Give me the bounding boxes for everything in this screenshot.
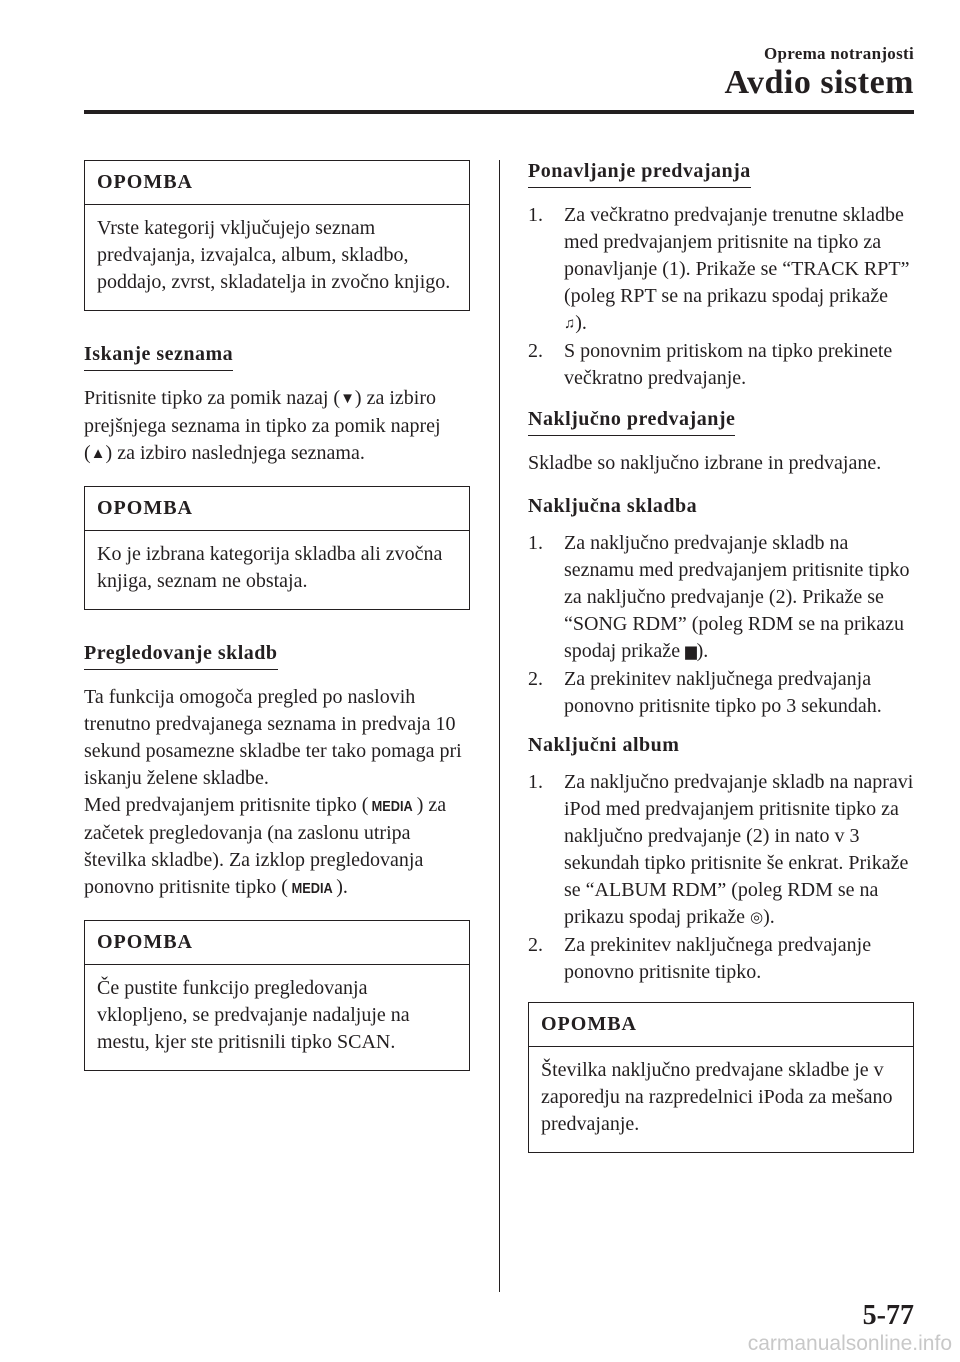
- list-item: [528, 202, 914, 338]
- section-heading: Ponavljanje predvajanja: [528, 160, 751, 188]
- note-box: [84, 920, 470, 1071]
- media-button-icon: MEDIA: [372, 798, 414, 815]
- sub-heading: Naključni album: [528, 734, 680, 756]
- paragraph: [84, 385, 470, 468]
- down-triangle-icon: ▼: [340, 391, 355, 407]
- watermark: carmanualsonline.info: [747, 1332, 952, 1355]
- step-number: 2.: [528, 340, 543, 362]
- folder-icon: ▆: [685, 644, 697, 660]
- note-body: Ko je izbrana kategorija skladba ali zvočna knjiga, seznam ne obstaja.: [97, 543, 443, 592]
- note-box: [528, 1002, 914, 1153]
- text-run: Med predvajanjem pritisnite tipko (: [84, 794, 369, 816]
- section-label: Oprema notranjosti: [763, 44, 914, 63]
- text-run: Pritisnite tipko za pomik nazaj (: [84, 387, 341, 409]
- up-triangle-icon: ▲: [90, 446, 106, 462]
- note-body: Vrste kategorij vključujejo seznam predvajanja, izvajalca, album, skladbo, poddajo, zvrst, skladatelja in zvočno knjigo.: [97, 217, 451, 293]
- music-note-icon: ♫: [564, 316, 576, 332]
- note-box: [84, 486, 470, 610]
- note-box: [84, 160, 470, 311]
- text-run: Za večkratno predvajanje trenutne skladbe med predvajanjem pritisnite na tipko za ponavljanje (1). Prikaže se “TRACK RPT” (poleg RPT se na prikazu spodaj prikaže: [564, 204, 910, 307]
- section-random: [528, 408, 914, 986]
- sub-heading: Naključna skladba: [528, 495, 698, 517]
- step-number: 1.: [528, 771, 543, 793]
- left-column: [84, 160, 470, 1103]
- text-run: Za naključno predvajanje skladb na seznamu med predvajanjem pritisnite tipko za naključno predvajanje (2). Prikaže se “SONG RDM” (poleg RDM se na prikazu spodaj prikaže: [564, 532, 910, 662]
- media-button-icon: MEDIA: [291, 880, 333, 897]
- section-heading: Pregledovanje skladb: [84, 642, 278, 670]
- list-item: [528, 666, 914, 720]
- column-divider: [499, 160, 500, 1292]
- step-number: 1.: [528, 532, 543, 554]
- step-list: [528, 769, 914, 986]
- text-run: ).: [763, 906, 775, 928]
- section-list-search: [84, 343, 470, 468]
- step-number: 1.: [528, 204, 543, 226]
- note-title: OPOMBA: [85, 487, 469, 531]
- note-body: Če pustite funkcijo pregledovanja vklopljeno, se predvajanje nadaljuje na mestu, kjer ste pritisnili tipko SCAN.: [97, 977, 410, 1053]
- section-heading: Naključno predvajanje: [528, 408, 735, 436]
- note-body: Številka naključno predvajane skladbe je v zaporedju na razpredelnici iPoda za mešano predvajanje.: [541, 1059, 893, 1135]
- text-run: S ponovnim pritiskom na tipko prekinete večkratno predvajanje.: [564, 340, 893, 389]
- section-repeat: [528, 160, 914, 392]
- text-run: Za prekinitev naključnega predvajanja ponovno pritisnite tipko po 3 sekundah.: [564, 668, 882, 717]
- page-number: 5-77: [862, 1300, 914, 1331]
- paragraph: Ta funkcija omogoča pregled po naslovih trenutno predvajanega seznama in predvaja 10 sekund posamezne skladbe ter tako pomaga pri iskanju želene skladbe.: [84, 686, 462, 789]
- note-title: OPOMBA: [529, 1003, 913, 1047]
- text-run: Za prekinitev naključnega predvajanje ponovno pritisnite tipko.: [564, 934, 872, 983]
- note-title: OPOMBA: [85, 921, 469, 965]
- text-run: ).: [336, 876, 348, 898]
- text-run: ) za izbiro naslednjega seznama.: [105, 442, 365, 464]
- page-title: Avdio sistem: [724, 64, 914, 101]
- step-list: [528, 530, 914, 720]
- paragraph: Skladbe so naključno izbrane in predvajane.: [528, 452, 882, 474]
- note-title: OPOMBA: [85, 161, 469, 205]
- text-run: ) za izbiro prejšnjega seznama in tipko za pomik naprej (: [84, 387, 441, 464]
- list-item: [528, 530, 914, 666]
- text-run: Za naključno predvajanje skladb na napravi iPod med predvajanjem pritisnite tipko za naključno predvajanje (2) in nato v 3 sekundah tipko pritisnite še enkrat. Prikaže se “ALBUM RDM” (poleg RDM se na prikazu spodaj prikaže: [564, 771, 914, 928]
- step-number: 2.: [528, 668, 543, 690]
- step-number: 2.: [528, 934, 543, 956]
- list-item: [528, 338, 914, 392]
- section-track-scan: [84, 642, 470, 902]
- step-list: [528, 202, 914, 392]
- section-heading: Iskanje seznama: [84, 343, 233, 371]
- list-item: [528, 769, 914, 932]
- header-rule: [84, 110, 914, 114]
- disc-icon: ◎: [750, 910, 764, 926]
- paragraph: [84, 792, 470, 902]
- text-run: ) za začetek pregledovanja (na zaslonu utripa številka skladbe). Za izklop pregledovanja ponovno pritisnite tipko (: [84, 794, 447, 898]
- text-run: ).: [696, 640, 709, 662]
- list-item: [528, 932, 914, 986]
- right-column: [528, 160, 914, 1185]
- text-run: ).: [575, 312, 587, 334]
